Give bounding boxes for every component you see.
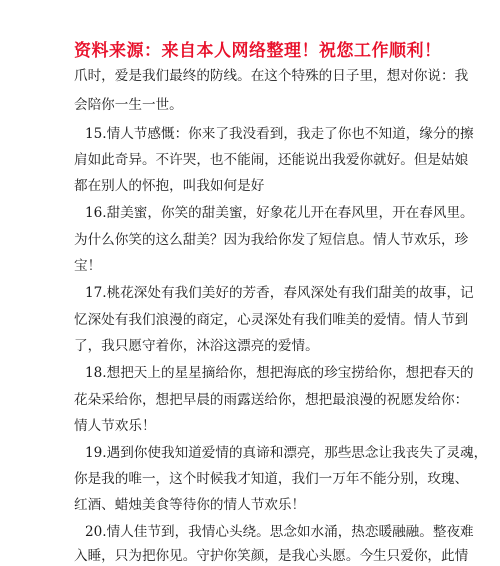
text-line: 17.桃花深处有我们美好的芳香，春风深处有我们甜美的故事，记 <box>85 285 474 301</box>
text-line: 你是我的唯一，这个时候我才知道，我们一万年不能分别，玫瑰、 <box>74 471 469 487</box>
text-line: 20.情人佳节到，我情心头绕。思念如水涌，热恋暖融融。整夜难 <box>85 524 474 540</box>
text-line: 红酒、蜡烛美食等待你的情人节欢乐！ <box>74 497 306 513</box>
source-header: 资料来源：来自本人网络整理！祝您工作顺利！ <box>74 41 442 61</box>
text-line: 18.想把天上的星星摘给你，想把海底的珍宝捞给你，想把春天的 <box>85 365 474 381</box>
text-line: 宝！ <box>74 258 102 274</box>
text-line: 会陪你一生一世。 <box>74 97 183 113</box>
text-line: 了，我只愿守着你，沐浴这漂亮的爱情。 <box>74 338 319 354</box>
text-line: 忆深处有我们浪漫的商定，心灵深处有我们唯美的爱情。情人节到 <box>74 312 469 328</box>
text-line: 入睡，只为把你见。守护你笑颜，是我心头愿。今生只爱你，此情 <box>74 548 469 564</box>
text-line: 肩如此奇异。不许哭，也不能闹，还能说出我爱你就好。但是姑娘 <box>74 152 469 168</box>
text-line: 16.甜美蜜，你笑的甜美蜜，好象花儿开在春风里，开在春风里。 <box>85 205 474 221</box>
text-line: 为什么你笑的这么甜美？因为我给你发了短信息。情人节欢乐，珍 <box>74 232 469 248</box>
text-line: 15.情人节感慨：你来了我没看到，我走了你也不知道，缘分的擦 <box>85 126 474 142</box>
text-line: 19.遇到你使我知道爱情的真谛和漂亮，那些思念让我丧失了灵魂， <box>85 445 488 461</box>
text-line: 爪时，爱是我们最终的防线。在这个特殊的日子里，想对你说：我 <box>74 68 469 84</box>
text-line: 都在别人的怀抱，叫我如何是好 <box>74 178 265 194</box>
text-line: 花朵采给你，想把早晨的雨露送给你，想把最浪漫的祝愿发给你： <box>74 392 469 408</box>
text-line: 情人节欢乐！ <box>74 418 156 434</box>
